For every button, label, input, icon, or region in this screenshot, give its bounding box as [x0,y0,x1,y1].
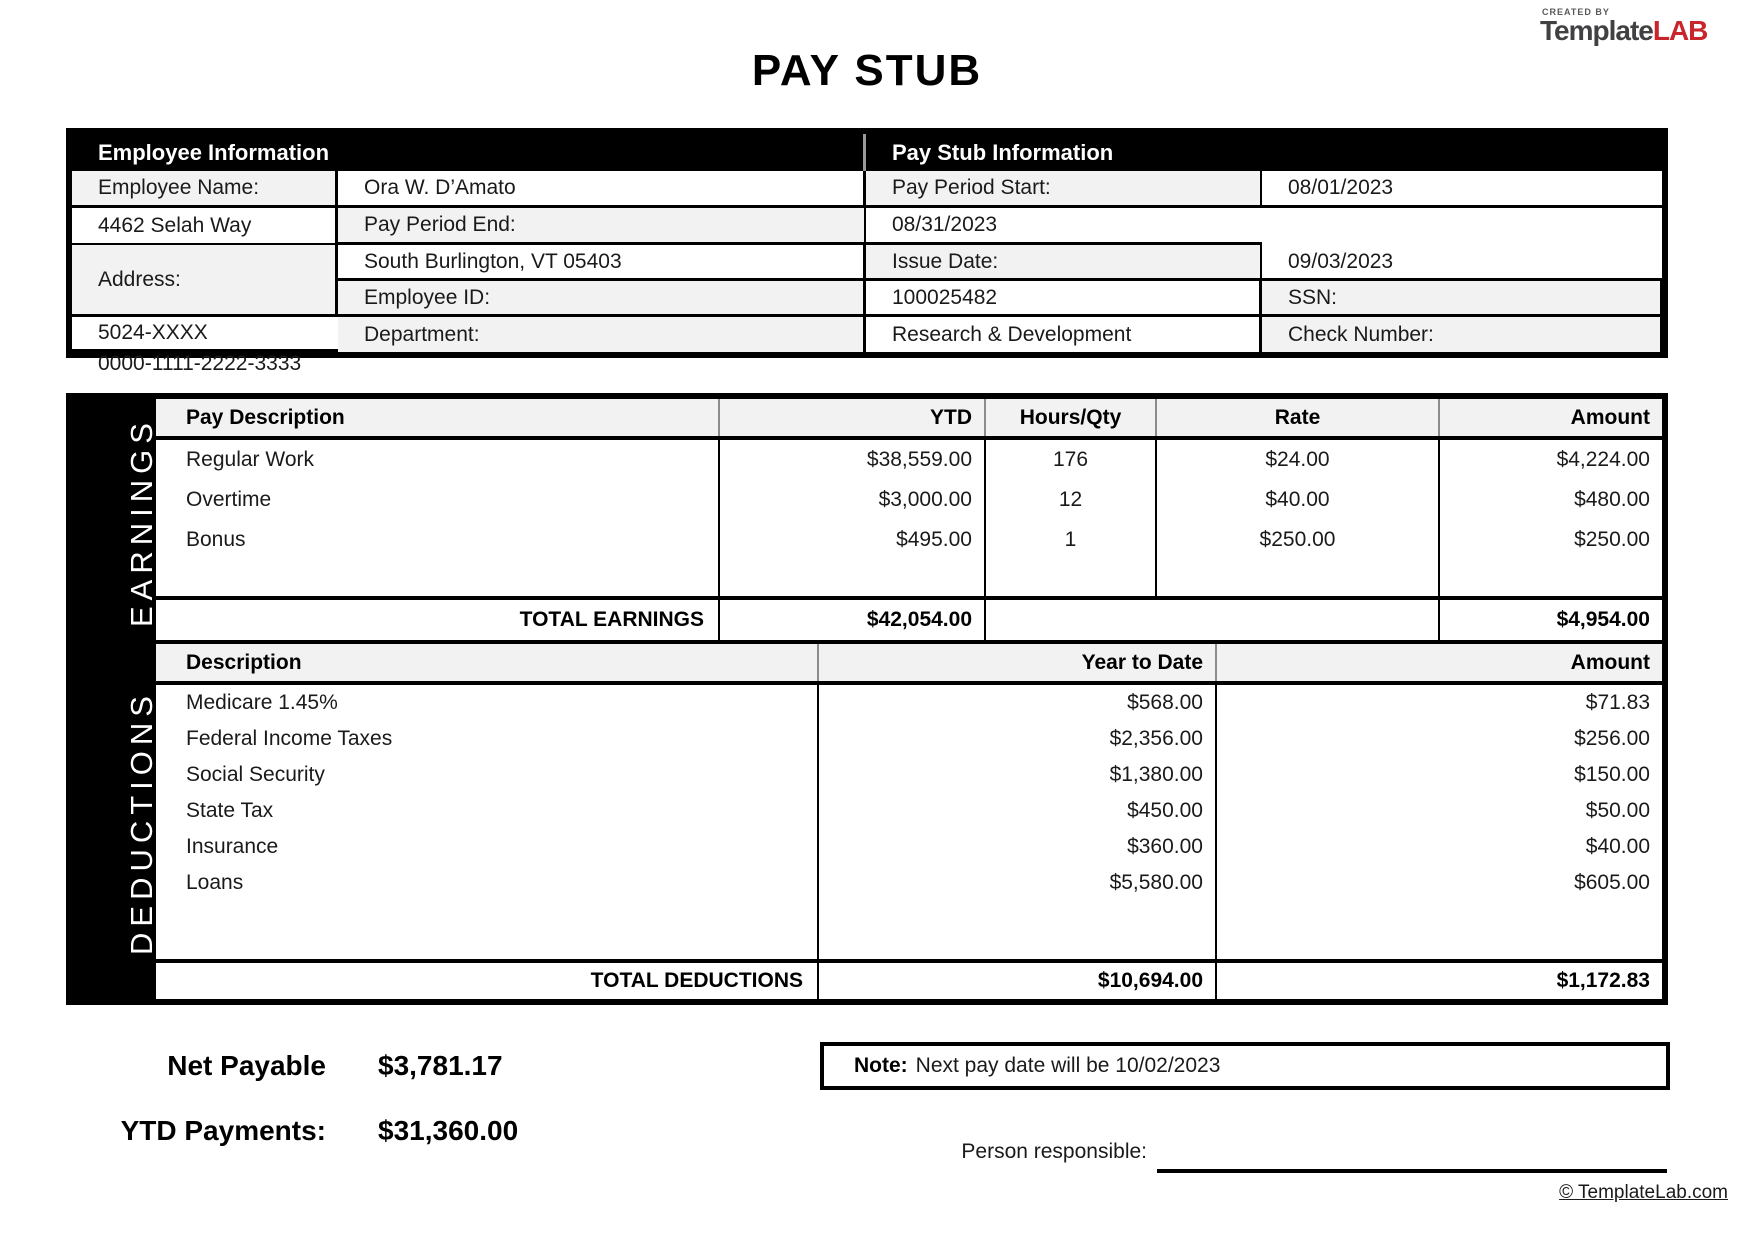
total-earnings-amount: $4,954.00 [1556,608,1650,631]
ytd-payments-value: $31,360.00 [378,1115,519,1146]
earnings-header-hours: Hours/Qty [986,399,1157,436]
issue-date-value: 09/03/2023 [1262,245,1662,281]
pay-period-start-label: Pay Period Start: [866,171,1262,208]
earnings-row-ytd: $3,000.00 [878,488,972,511]
earnings-header-ytd: YTD [720,399,986,436]
deduction-row-description: Social Security [186,763,325,786]
earnings-description-column [156,440,720,596]
deduction-row-ytd: $450.00 [1127,799,1203,822]
pay-stub-information-header: Pay Stub Information [866,134,1662,171]
deduction-row-ytd: $568.00 [1127,691,1203,714]
deduction-row-description: Loans [186,871,244,894]
person-responsible-label: Person responsible: [961,1140,1147,1163]
pay-period-end-value: 08/31/2023 [866,208,1262,245]
earnings-row-description: Regular Work [186,448,314,471]
deduction-row-ytd: $2,356.00 [1109,727,1203,750]
deduction-row-description: Insurance [186,835,279,858]
earnings-ytd-column [720,440,986,596]
net-payable-value: $3,781.17 [378,1050,503,1081]
deduction-row-amount: $605.00 [1574,871,1650,894]
deduction-row-amount: $50.00 [1585,799,1650,822]
total-earnings-ytd: $42,054.00 [720,600,986,640]
page-title: PAY STUB [751,46,983,95]
deduction-row-description: State Tax [186,799,274,822]
issue-date-label: Issue Date: [866,245,1262,281]
total-earnings-spacer [986,600,1440,640]
total-deductions-ytd: $10,694.00 [819,963,1217,999]
employee-id-value: 100025482 [866,281,1262,317]
earnings-header-description: Pay Description [156,399,720,436]
address-line2-value: South Burlington, VT 05403 [338,245,866,281]
deductions-amount-column [1217,685,1662,959]
deductions-ytd-column [819,685,1217,959]
total-deductions-amount: $1,172.83 [1556,969,1650,992]
deductions-header-row [156,644,1662,685]
signature-line[interactable] [1157,1169,1667,1173]
logo-created-by-text: CREATED BY [1542,7,1610,17]
earnings-amount-column [1440,440,1662,596]
employee-name-label: Employee Name: [72,171,338,208]
pay-period-start-value: 08/01/2023 [1262,171,1662,208]
total-earnings-row [156,600,1662,644]
pay-period-end-label: Pay Period End: [338,208,866,245]
earnings-row-rate: $24.00 [1265,448,1330,471]
employee-id-label: Employee ID: [338,281,866,317]
deduction-row-ytd: $360.00 [1127,835,1203,858]
total-deductions-row [156,963,1662,999]
check-number-value: 0000-1111-2222-3333 [98,352,302,375]
employee-name-value: Ora W. D’Amato [338,171,866,208]
deductions-body [156,685,1662,963]
earnings-deductions-table [66,393,1668,1005]
deduction-row-amount: $71.83 [1585,691,1650,714]
deductions-header-description: Description [156,644,819,681]
deductions-header-amount: Amount [1570,650,1650,674]
deductions-header-ytd: Year to Date [819,644,1217,681]
earnings-row-rate: $250.00 [1259,528,1336,551]
address-line1-value: 4462 Selah Way [72,208,338,245]
note-text: Next pay date will be 10/02/2023 [915,1054,1221,1077]
deduction-row-amount: $256.00 [1574,727,1650,750]
earnings-row-description: Overtime [186,488,272,511]
total-earnings-label: TOTAL EARNINGS [156,600,720,640]
deduction-row-amount: $150.00 [1574,763,1650,786]
logo-brand-text [1540,17,1710,45]
deduction-row-amount: $40.00 [1585,835,1650,858]
department-label: Department: [338,317,866,352]
logo-brand-accent: LAB [1652,15,1708,46]
deduction-row-ytd: $1,380.00 [1109,763,1203,786]
earnings-rate-column [1157,440,1440,596]
earnings-row-ytd: $495.00 [896,528,972,551]
earnings-body [156,440,1662,600]
note-label: Note: [854,1054,908,1077]
templatelab-logo [1540,8,1710,45]
earnings-row-hours: 12 [1058,488,1083,511]
copyright-link[interactable]: © TemplateLab.com [1559,1182,1728,1203]
earnings-header-row [156,399,1662,440]
earnings-row-amount: $250.00 [1574,528,1650,551]
check-number-label: Check Number: [1262,317,1662,352]
note-box [820,1042,1670,1090]
total-deductions-label: TOTAL DEDUCTIONS [156,963,819,999]
earnings-row-amount: $480.00 [1574,488,1650,511]
info-table [66,128,1668,375]
earnings-header-rate: Rate [1157,399,1440,436]
earnings-row-amount: $4,224.00 [1556,448,1650,471]
earnings-row-ytd: $38,559.00 [866,448,972,471]
deduction-row-description: Federal Income Taxes [186,727,393,750]
earnings-row-hours: 176 [1052,448,1089,471]
earnings-row-description: Bonus [186,528,246,551]
ssn-label: SSN: [1262,281,1662,317]
deduction-row-ytd: $5,580.00 [1109,871,1203,894]
ytd-payments-label: YTD Payments: [120,1115,326,1146]
deductions-description-column [156,685,819,959]
earnings-hours-column [986,440,1157,596]
earnings-row-hours: 1 [1064,528,1077,551]
department-value: Research & Development [866,317,1262,352]
table-content [156,399,1662,999]
earnings-header-amount: Amount [1570,405,1650,429]
deductions-section-label: DEDUCTIONS [124,690,159,955]
ssn-value: 5024-XXXX [72,317,338,352]
net-payable-label: Net Payable [167,1050,326,1081]
employee-information-header: Employee Information [72,134,866,171]
logo-brand-primary: Template [1540,15,1653,46]
earnings-section-label: EARNINGS [124,417,159,628]
address-label: Address: [72,245,338,317]
earnings-row-rate: $40.00 [1265,488,1330,511]
deduction-row-description: Medicare 1.45% [186,691,338,714]
